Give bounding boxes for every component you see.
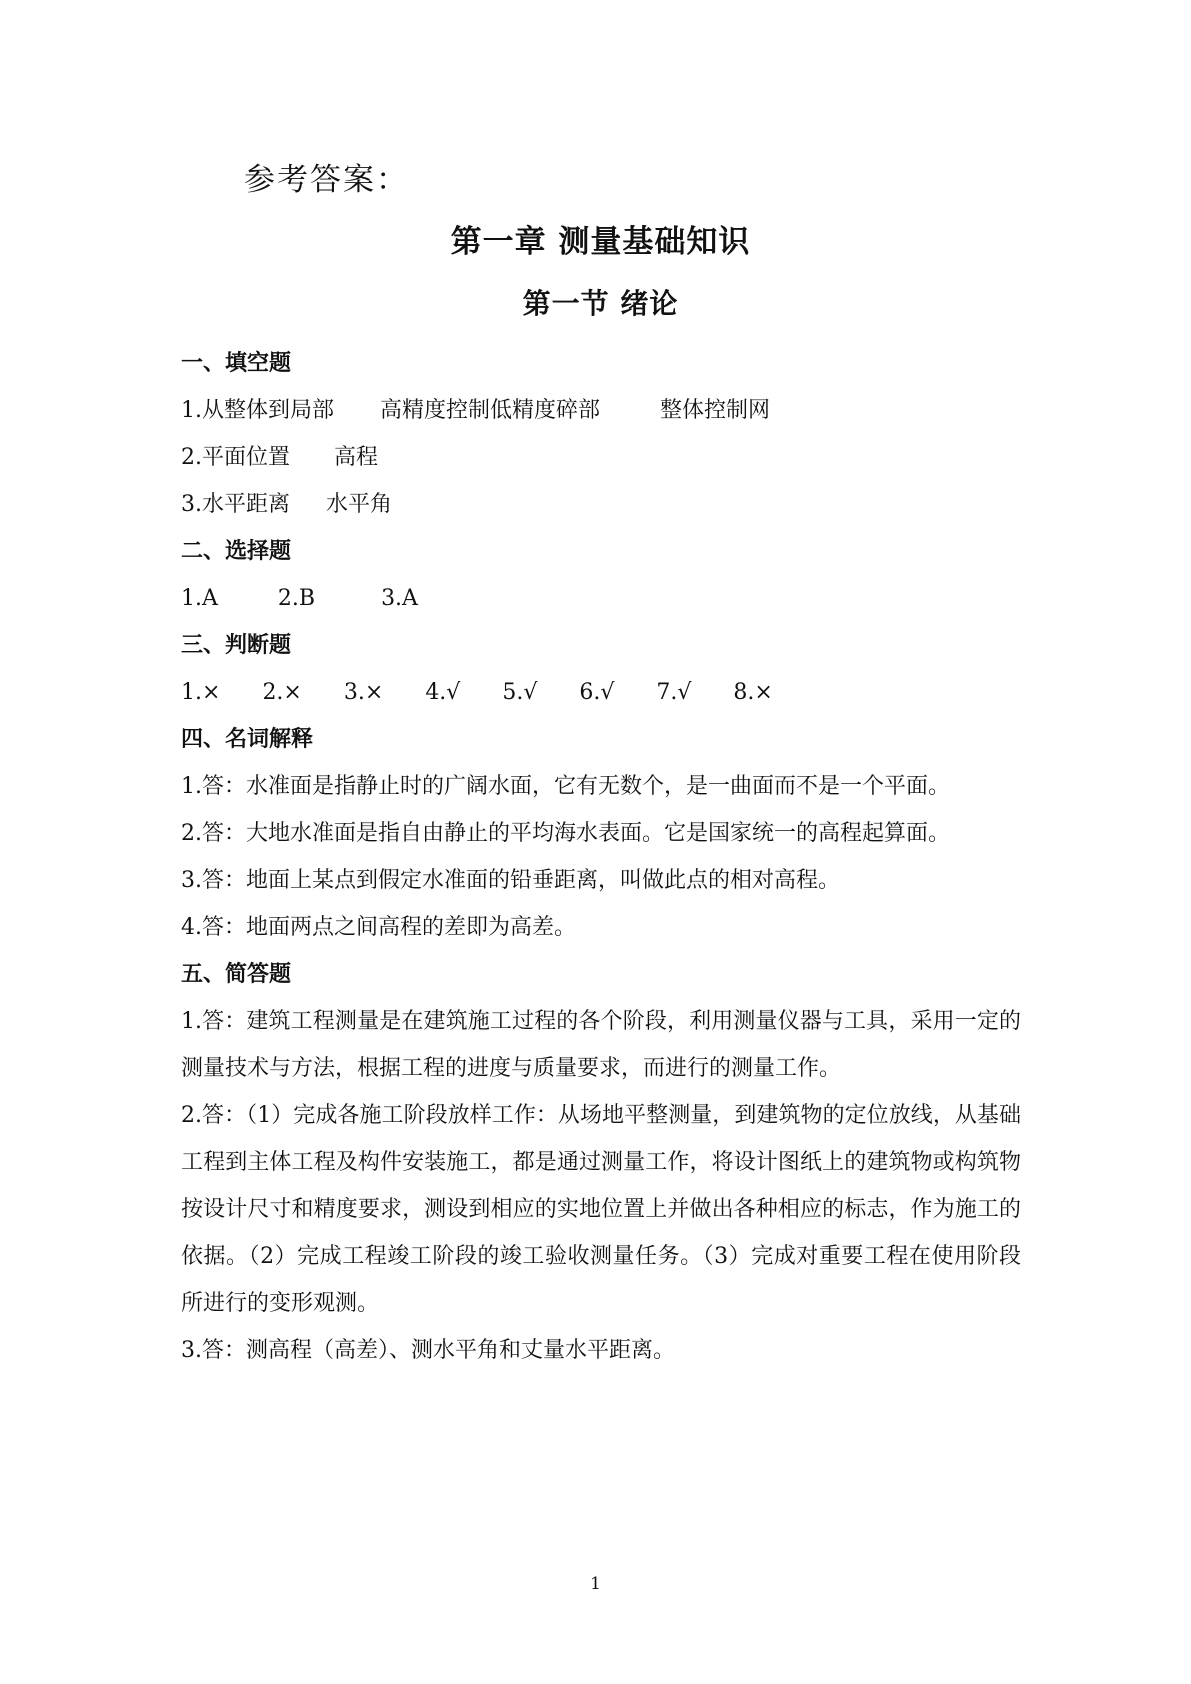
reference-answers-title: 参考答案：: [244, 162, 409, 198]
answer-text: 5.√: [502, 680, 538, 705]
short-answer-2: 2.答：（1）完成各施工阶段放样工作：从场地平整测量，到建筑物的定位放线，从基础工程到主体工程及构件安装施工，都是通过测量工作，将设计图纸上的建筑物或构筑物按设计尺寸和精度要求，测设到相应的实地位置上并做出各种相应的标志，作为施工的依据。（2）完成工程竣工阶段的竣工验收测量任务。（3）完成对重要工程在使用阶段所进行的变形观测。: [181, 1103, 1021, 1316]
answer-text: 3.×: [343, 680, 384, 705]
short-answer-3: 3.答：测高程（高差）、测水平角和丈量水平距离。: [181, 1338, 675, 1363]
page-number: 1: [590, 1574, 601, 1594]
term-answer-2: 2.答：大地水准面是指自由静止的平均海水表面。它是国家统一的高程起算面。: [181, 821, 950, 846]
short-answer-1: 1.答：建筑工程测量是在建筑施工过程的各个阶段，利用测量仪器与工具，采用一定的测量技术与方法，根据工程的进度与质量要求，而进行的测量工作。: [181, 1009, 1021, 1081]
term-definition-heading: 四、名词解释: [181, 727, 314, 752]
answer-text: 3.A: [381, 586, 418, 611]
answer-text: 水平角: [326, 492, 393, 517]
answer-text: 4.√: [425, 680, 461, 705]
fill-in-answer-1: [181, 387, 1021, 434]
multiple-choice-heading: 二、选择题: [181, 539, 292, 564]
answer-text: 整体控制网: [660, 398, 771, 423]
true-false-heading: 三、判断题: [181, 633, 292, 658]
fill-in-heading: 一、填空题: [181, 351, 292, 376]
section-title: 第一节 绪论: [522, 287, 679, 320]
short-answer-heading: 五、简答题: [181, 962, 292, 987]
answer-text: 6.√: [579, 680, 615, 705]
chapter-title: 第一章 测量基础知识: [450, 224, 751, 260]
answer-text: 8.×: [733, 680, 773, 705]
term-answer-1: 1.答：水准面是指静止时的广阔水面，它有无数个，是一曲面而不是一个平面。: [181, 774, 950, 799]
answer-text: 1.×: [181, 680, 221, 705]
answer-text: 2.×: [262, 680, 302, 705]
term-answer-4: 4.答：地面两点之间高程的差即为高差。: [181, 915, 576, 940]
fill-in-answer-2: [181, 434, 1021, 481]
fill-in-answer-3: [181, 481, 1021, 528]
answer-text: 7.√: [656, 680, 692, 705]
answer-text: 高精度控制低精度碎部: [380, 398, 601, 423]
answer-text: 1.A: [181, 586, 218, 611]
term-answer-3: 3.答：地面上某点到假定水准面的铅垂距离，叫做此点的相对高程。: [181, 868, 840, 893]
answer-content: [181, 340, 1021, 1374]
answer-text: 2.B: [277, 586, 316, 611]
answer-text: 2.平面位置: [181, 445, 290, 470]
answer-text: 高程: [334, 445, 379, 470]
answer-text: 1.从整体到局部: [181, 398, 334, 423]
answer-text: 3.水平距离: [181, 492, 290, 517]
multiple-choice-answers: [181, 575, 1021, 622]
true-false-answers: [181, 669, 1021, 716]
